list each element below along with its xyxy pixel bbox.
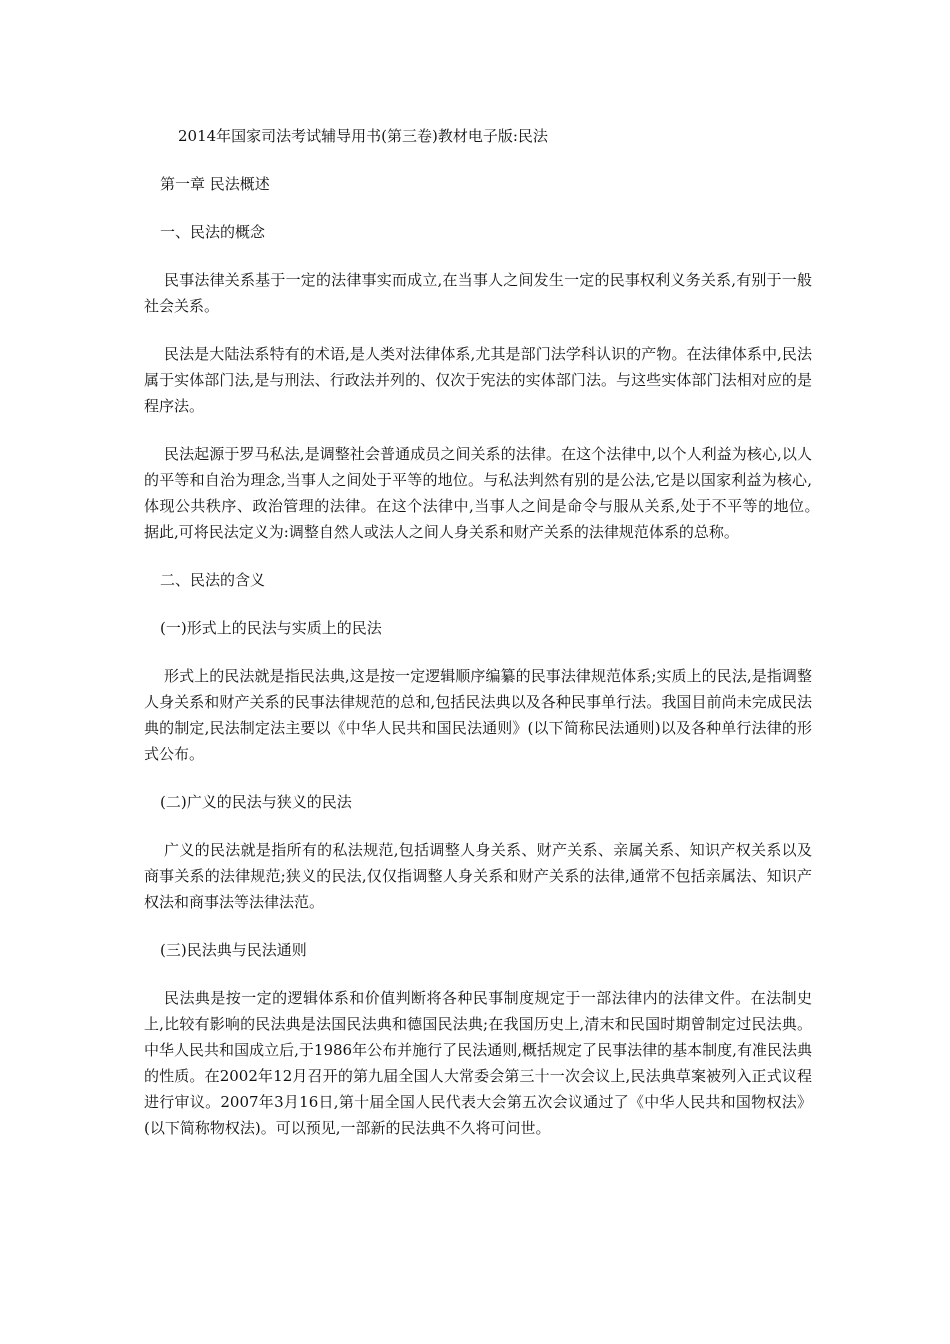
- paragraph: 民法起源于罗马私法,是调整社会普通成员之间关系的法律。在这个法律中,以个人利益为核心,以人的平等和自治为理念,当事人之间处于平等的地位。与私法判然有别的是公法,它是以国家利益为核心,体现公共秩序、政治管理的法律。在这个法律中,当事人之间是命令与服从关系,处于不平等的地位。 据此,可将民法定义为:调整自然人或法人之间人身关系和财产关系的法律规范体系的总称。: [144, 445, 828, 541]
- paragraph: 广义的民法就是指所有的私法规范,包括调整人身关系、财产关系、亲属关系、知识产权关系以及商事关系的法律规范;狭义的民法,仅仅指调整人身关系和财产关系的法律,通常不包括亲属法、知识产权法和商事法等法律法范。: [144, 841, 812, 911]
- subsection-heading-broad-narrow: (二)广义的民法与狭义的民法: [160, 793, 352, 811]
- paragraph: 民事法律关系基于一定的法律事实而成立,在当事人之间发生一定的民事权利义务关系,有别于一般社会关系。: [144, 271, 812, 315]
- subsection-heading-formal-substantive: (一)形式上的民法与实质上的民法: [160, 619, 382, 637]
- section-heading-meaning: 二、民法的含义: [160, 571, 266, 589]
- document-title: 2014年国家司法考试辅导用书(第三卷)教材电子版:民法: [178, 127, 548, 145]
- section-heading-concept: 一、民法的概念: [160, 223, 266, 241]
- subsection-heading-code-general-principles: (三)民法典与民法通则: [160, 941, 307, 959]
- paragraph: 民法典是按一定的逻辑体系和价值判断将各种民事制度规定于一部法律内的法律文件。在法制史上,比较有影响的民法典是法国民法典和德国民法典;在我国历史上,清末和民国时期曾制定过民法典。中华人民共和国成立后,于1986年公布并施行了民法通则,概括规定了民事法律的基本制度,有准民法典的性质。在2002年12月召开的第九届全国人大常委会第三十一次会议上,民法典草案被列入正式议程进行审议。2007年3月16日,第十届全国人民代表大会第五次会议通过了《中华人民共和国物权法》(以下简称物权法)。可以预见,一部新的民法典不久将可问世。: [144, 989, 812, 1137]
- paragraph: 民法是大陆法系特有的术语,是人类对法律体系,尤其是部门法学科认识的产物。在法律体系中,民法属于实体部门法,是与刑法、行政法并列的、仅次于宪法的实体部门法。与这些实体部门法相对应的是程序法。: [144, 345, 812, 415]
- document-body: [144, 123, 828, 1163]
- chapter-heading: 第一章 民法概述: [160, 175, 270, 193]
- paragraph: 形式上的民法就是指民法典,这是按一定逻辑顺序编纂的民事法律规范体系;实质上的民法,是指调整人身关系和财产关系的民事法律规范的总和,包括民法典以及各种民事单行法。我国目前尚未完成民法典的制定,民法制定法主要以《中华人民共和国民法通则》(以下简称民法通则)以及各种单行法律的形式公布。: [144, 667, 812, 763]
